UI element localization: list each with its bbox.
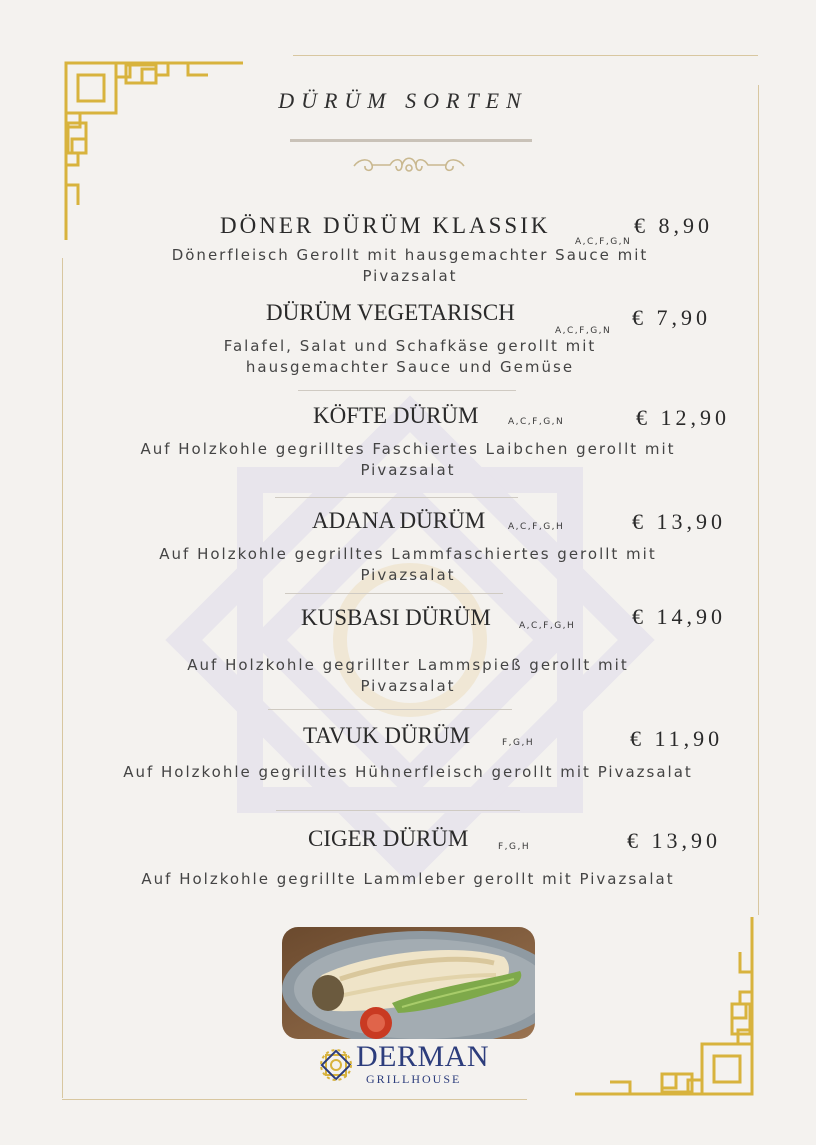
item-price: € 13,90 (627, 828, 721, 853)
corner-ornament-bottom-right-icon (570, 910, 760, 1102)
item-description: Dönerfleisch Gerollt mit hausgemachter Sauce mit Pivazsalat (171, 246, 649, 285)
item-separator (276, 810, 520, 811)
item-name: KÖFTE DÜRÜM (313, 403, 479, 428)
item-separator (285, 593, 503, 594)
item-description: Auf Holzkohle gegrillte Lammleber gerollt mit Pivazsalat (141, 870, 675, 888)
item-allergens: A,C,F,G,N (508, 417, 565, 427)
title-divider (290, 139, 532, 142)
item-description: Auf Holzkohle gegrilltes Hühnerfleisch gerollt mit Pivazsalat (123, 763, 693, 781)
item-name: KUSBASI DÜRÜM (301, 605, 491, 630)
brand-subtitle: GRILLHOUSE (366, 1072, 462, 1086)
item-separator (275, 497, 518, 498)
derman-logo-icon (317, 1046, 355, 1084)
item-allergens: F,G,H (498, 842, 531, 852)
frame-bottom-line (62, 1099, 527, 1100)
item-allergens: F,G,H (502, 738, 535, 748)
item-price: € 14,90 (632, 604, 726, 629)
item-name: DÖNER DÜRÜM KLASSIK (220, 213, 551, 238)
durum-photo (282, 927, 535, 1039)
item-description: Falafel, Salat und Schafkäse gerollt mit hausgemachter Sauce und Gemüse (223, 337, 597, 376)
item-price: € 13,90 (632, 509, 726, 534)
item-name: CIGER DÜRÜM (308, 826, 469, 851)
item-description: Auf Holzkohle gegrilltes Lammfaschiertes gerollt mit Pivazsalat (159, 545, 657, 584)
frame-right-line (758, 85, 759, 915)
item-price: € 12,90 (636, 405, 730, 430)
brand-name: DERMAN (356, 1040, 490, 1073)
page-title: DÜRÜM SORTEN (278, 88, 528, 113)
frame-top-line (293, 55, 758, 56)
item-allergens: A,C,F,G,H (508, 522, 565, 532)
item-price: € 7,90 (632, 305, 711, 330)
item-name: ADANA DÜRÜM (312, 508, 486, 533)
item-name: DÜRÜM VEGETARISCH (266, 300, 515, 325)
flourish-icon (350, 152, 468, 178)
item-price: € 8,90 (634, 213, 713, 238)
frame-left-line (62, 258, 63, 1098)
item-description: Auf Holzkohle gegrilltes Faschiertes Laibchen gerollt mit Pivazsalat (140, 440, 676, 479)
item-allergens: A,C,F,G,H (519, 621, 576, 631)
item-separator (268, 709, 512, 710)
item-allergens: A,C,F,G,N (555, 326, 612, 336)
item-description: Auf Holzkohle gegrillter Lammspieß gerollt mit Pivazsalat (187, 656, 629, 695)
item-price: € 11,90 (630, 726, 724, 751)
item-allergens: A,C,F,G,N (575, 237, 632, 247)
item-name: TAVUK DÜRÜM (303, 723, 471, 748)
item-separator (298, 390, 516, 391)
